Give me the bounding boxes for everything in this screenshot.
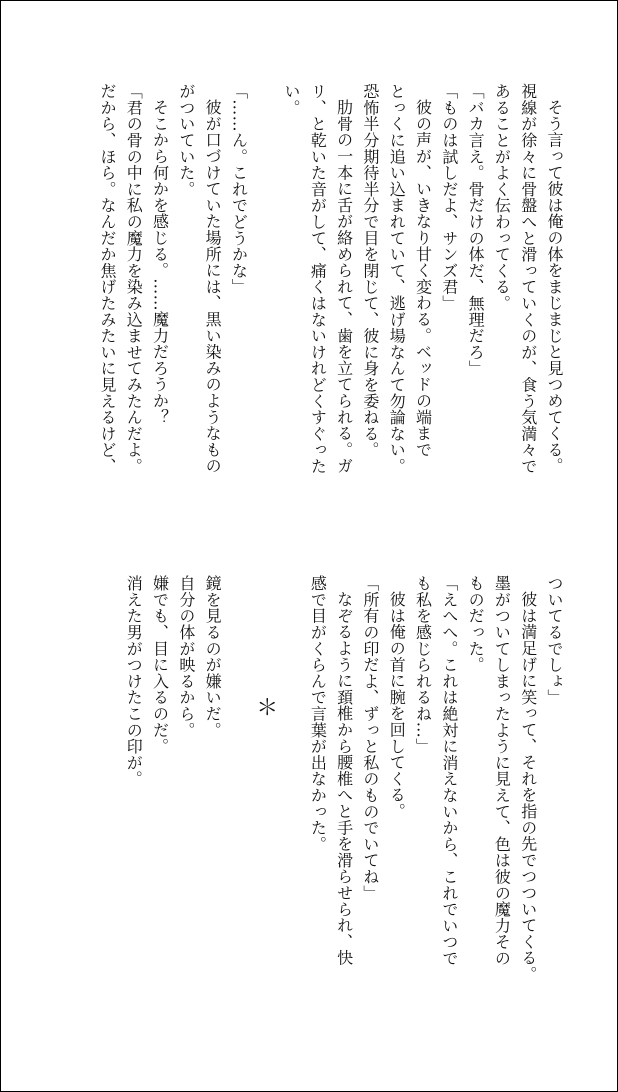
lower-text-line: 嫌でも、目に入るのだ。 [150,575,170,755]
upper-text-line: 「ものは試しだよ、サンズ君」 [439,83,459,312]
lower-text-line: 彼は俺の首に腕を回してくる。 [387,591,407,820]
upper-text-line: 「……ん。これでどうかな」 [229,83,249,295]
upper-text-line: 「バカ言え。骨だけの体だ、無理だろ」 [466,83,486,377]
upper-text-block [94,83,567,523]
lower-text-block [120,575,567,1015]
upper-text-line: そこから何かを感じる。……魔力だろうか？ [150,99,170,425]
upper-text-line: 彼の声が、いきなり甘く変わる。ベッドの端まで [413,99,433,458]
upper-text-line: 視線が徐々に骨盤へと滑っていくのが、食う気満々で [518,83,538,475]
upper-text-line: そう言って彼は俺の体をまじまじと見つめてくる。 [545,99,564,474]
lower-text-line: ついてるでしょ」 [545,575,564,706]
lower-text-line: なぞるように頚椎から腰椎へと手を滑らせられ、快 [334,591,354,966]
upper-text-line: とっくに追い込まれていて、逃げ場なんて勿論ない。 [387,83,407,475]
upper-text-line: だから、ほら。なんだか焦げたみたいに見えるけど、 [97,83,117,475]
upper-text-line: リ、と乾いた音がして、痛くはないけれどくすぐった [308,83,328,475]
upper-text-line: 恐怖半分期待半分で目を閉じて、彼に身を委ねる。 [360,83,380,458]
lower-text-line: 消えた男がつけたこの印が。 [124,575,144,787]
lower-text-line: 自分の体が映るから。 [176,575,196,738]
lower-text-line: 墨がついてしまったように見えて、色は彼の魔力その [492,575,512,967]
upper-text-line: がついていた。 [176,83,196,198]
upper-text-line: い。 [282,83,302,116]
lower-text-line: 「えへへ。これは絶対に消えないから、これでいつで [439,575,459,967]
lower-text-line: 感で目がくらんで言葉が出なかった。 [308,575,328,853]
upper-text-line: あることがよく伝わってくる。 [492,83,512,312]
upper-text-line: 「君の骨の中に私の魔力を染み込ませてみたんだよ。 [124,83,144,475]
lower-text-line: 彼は満足げに笑って、それを指の先でつついてくる。 [518,591,538,983]
upper-text-line: 彼が口づけていた場所には、黒い染みのようなもの [203,99,223,474]
lower-text-line: 「所有の印だよ、ずっと私のものでいてね」 [360,575,380,901]
section-break-asterisk: ＊ [252,696,278,719]
lower-text-line: 鏡を見るのが嫌いだ。 [203,575,223,738]
upper-text-line: 肋骨の一本に舌が絡められて、歯を立てられる。ガ [334,99,354,474]
lower-text-line: ものだった。 [466,575,486,673]
lower-text-line: も私を感じられるね…」 [413,575,433,755]
